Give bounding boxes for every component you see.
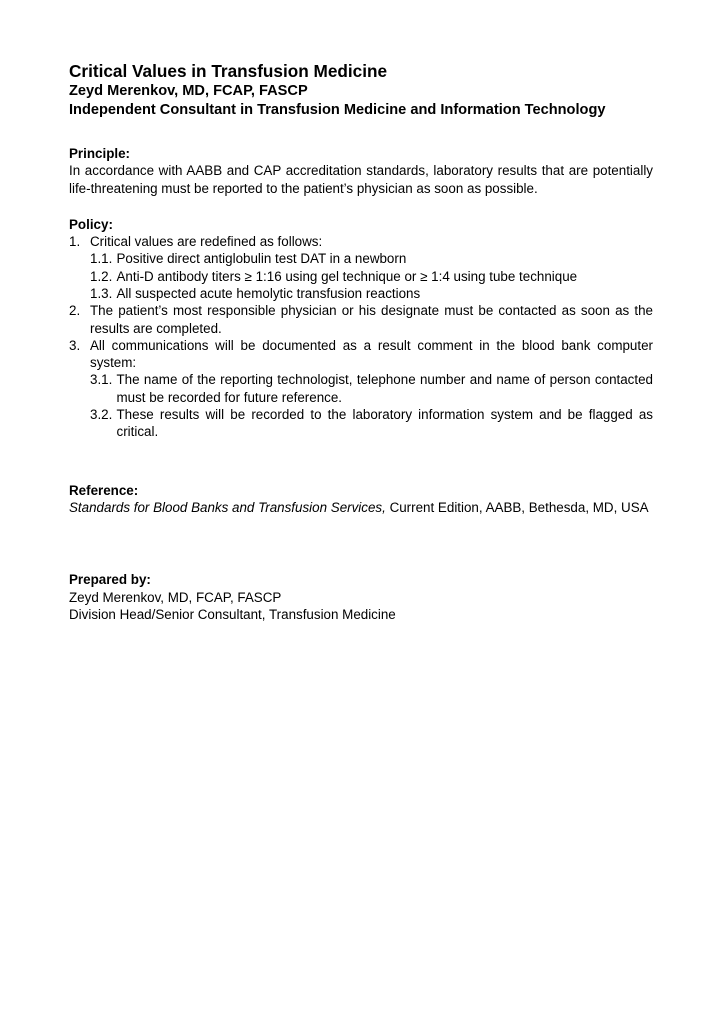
subitem-text: All suspected acute hemolytic transfusion reactions — [116, 285, 421, 301]
policy-subitem-3-2 — [90, 406, 653, 441]
item-number: 3. — [69, 337, 81, 353]
subitem-text: Positive direct antiglobulin test DAT in a newborn — [116, 251, 407, 267]
item-number: 1. — [69, 234, 81, 250]
prepared-by-name: Zeyd Merenkov, MD, FCAP, FASCP — [69, 589, 282, 605]
policy-subitem-1-3 — [90, 285, 653, 302]
policy-subitem-1-2 — [90, 268, 653, 285]
prepared-by-heading: Prepared by: — [69, 572, 151, 588]
prepared-by-section — [69, 571, 653, 623]
principle-heading: Principle: — [69, 145, 131, 161]
policy-item-3 — [69, 337, 653, 372]
subitem-number: 1.2. — [90, 268, 113, 284]
policy-item-2 — [69, 302, 653, 337]
subitem-number: 3.1. — [90, 372, 113, 388]
policy-subitem-3-1 — [90, 371, 653, 406]
principle-body: In accordance with AABB and CAP accreditation standards, laboratory results that are potentially life-threatening must be reported to the patient’s physician as soon as possible. — [69, 163, 653, 196]
item-text: The patient’s most responsible physician or his designate must be contacted as soon as the results are completed. — [90, 303, 653, 336]
author-line: Zeyd Merenkov, MD, FCAP, FASCP — [69, 82, 308, 99]
citation-title: Standards for Blood Banks and Transfusion Services, — [69, 499, 386, 515]
subitem-text: These results will be recorded to the laboratory information system and be flagged as critical. — [116, 407, 653, 440]
prepared-by-role: Division Head/Senior Consultant, Transfusion Medicine — [69, 606, 396, 622]
principle-section — [69, 145, 653, 197]
page-title: Critical Values in Transfusion Medicine — [69, 61, 388, 81]
reference-heading: Reference: — [69, 482, 139, 498]
reference-section — [69, 482, 653, 517]
item-text: Critical values are redefined as follows: — [90, 234, 323, 250]
policy-section — [69, 216, 653, 441]
subitem-number: 1.3. — [90, 285, 113, 301]
policy-item-1 — [69, 233, 653, 250]
item-number: 2. — [69, 303, 81, 319]
title-block — [69, 62, 653, 120]
item-text: All communications will be documented as a result comment in the blood bank computer system: — [90, 337, 653, 371]
policy-heading: Policy: — [69, 216, 113, 232]
reference-citation — [69, 499, 653, 516]
policy-subitem-1-1 — [90, 250, 653, 267]
citation-details: Current Edition, AABB, Bethesda, MD, USA — [385, 499, 649, 515]
affiliation-line: Independent Consultant in Transfusion Medicine and Information Technology — [69, 101, 606, 118]
subitem-text: The name of the reporting technologist, telephone number and name of person contacted must be recorded for future reference. — [116, 372, 653, 405]
subitem-text: Anti-D antibody titers ≥ 1:16 using gel technique or ≥ 1:4 using tube technique — [116, 268, 578, 284]
subitem-number: 1.1. — [90, 251, 113, 267]
subitem-number: 3.2. — [90, 407, 113, 423]
